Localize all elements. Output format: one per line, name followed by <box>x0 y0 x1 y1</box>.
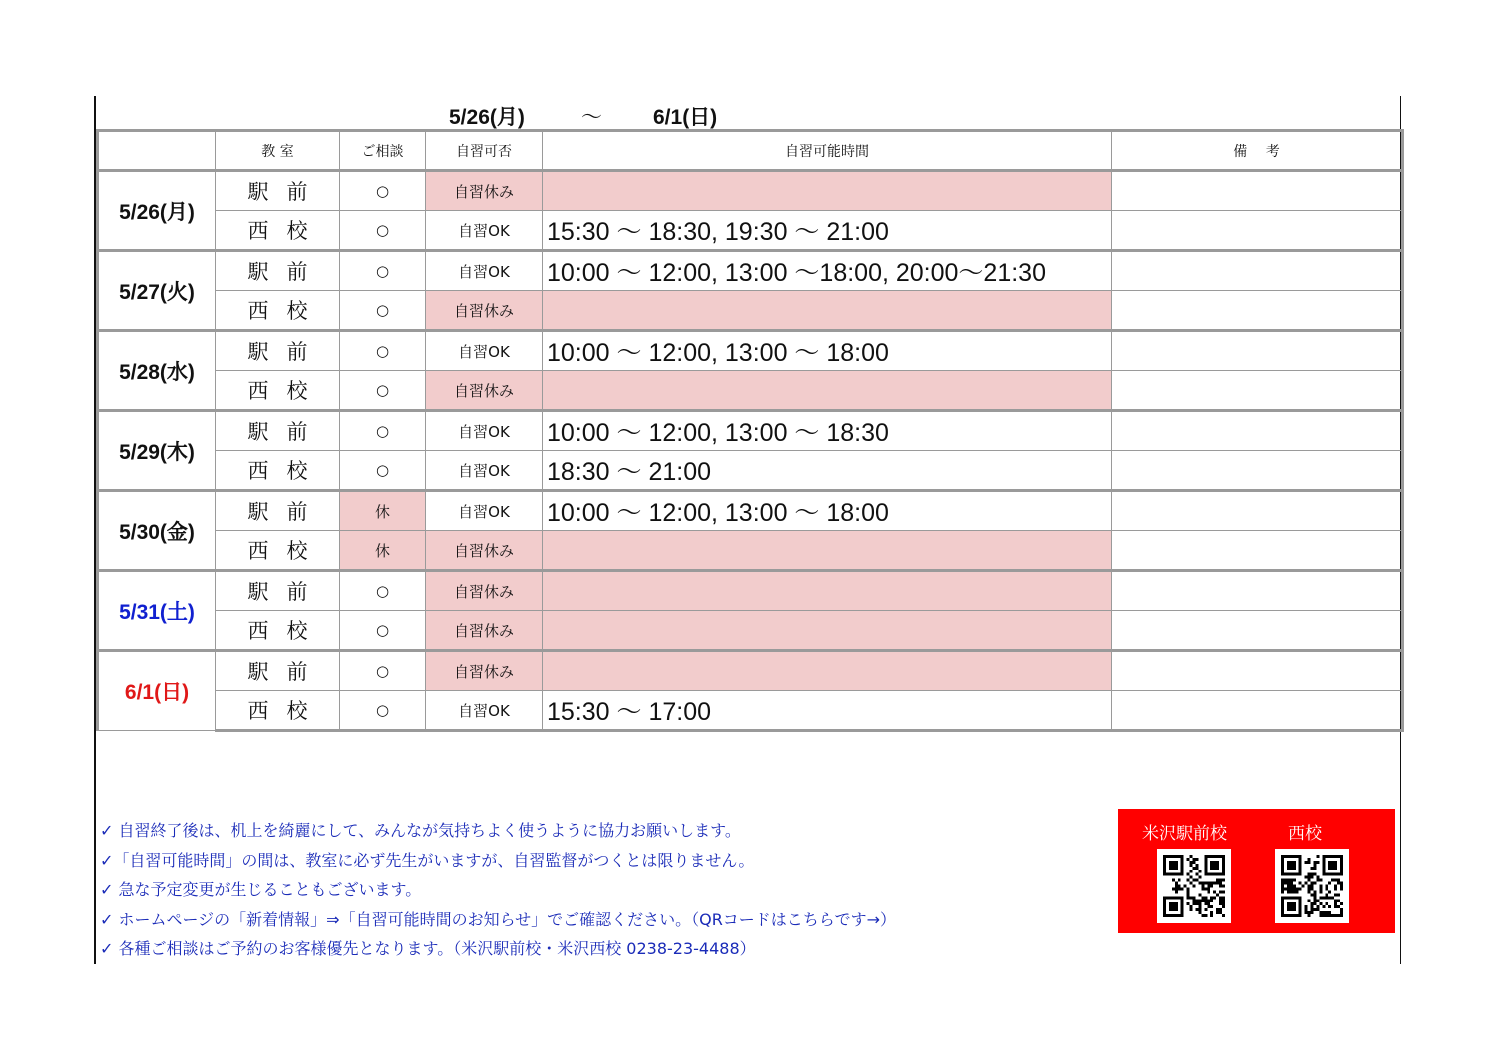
consult-cell: 休 <box>340 491 426 531</box>
date-cell: 6/1(日) <box>98 651 216 731</box>
availability-cell: 自習OK <box>426 211 543 251</box>
remarks-cell <box>1112 451 1403 491</box>
room-cell: 駅前 <box>216 651 340 691</box>
hours-cell <box>543 651 1112 691</box>
date-cell: 5/29(木) <box>98 411 216 491</box>
note-item: ✓ 急な予定変更が生じることもございます。 <box>100 880 422 899</box>
table-row <box>98 251 1403 291</box>
consult-cell: ○ <box>340 691 426 731</box>
availability-cell: 自習休み <box>426 611 543 651</box>
consult-cell: ○ <box>340 411 426 451</box>
consult-cell: ○ <box>340 291 426 331</box>
consult-cell: ○ <box>340 571 426 611</box>
remarks-cell <box>1112 171 1403 211</box>
availability-cell: 自習休み <box>426 171 543 211</box>
remarks-cell <box>1112 531 1403 571</box>
table-row <box>98 171 1403 211</box>
table-row <box>98 451 1403 491</box>
room-cell: 西校 <box>216 611 340 651</box>
availability-cell: 自習休み <box>426 651 543 691</box>
note-item: ✓ 各種ご相談はご予約のお客様優先となります。（米沢駅前校・米沢西校 0238-23-4488） <box>100 939 756 958</box>
hours-cell <box>543 171 1112 211</box>
hours-cell <box>543 291 1112 331</box>
remarks-cell <box>1112 491 1403 531</box>
qr-code-nishi-icon[interactable] <box>1275 849 1349 923</box>
remarks-cell <box>1112 651 1403 691</box>
availability-cell: 自習OK <box>426 491 543 531</box>
date-cell: 5/30(金) <box>98 491 216 571</box>
header-room: 教 室 <box>216 131 340 171</box>
hours-cell: 15:30 ～ 18:30, 19:30 ～ 21:00 <box>543 211 1112 251</box>
note-item: ✓「自習可能時間」の間は、教室に必ず先生がいますが、自習監督がつくとは限りません。 <box>100 850 755 870</box>
room-cell: 西校 <box>216 531 340 571</box>
header-remarks: 備 考 <box>1112 131 1403 171</box>
header-availability: 自習可否 <box>426 131 543 171</box>
availability-cell: 自習OK <box>426 411 543 451</box>
consult-cell: ○ <box>340 331 426 371</box>
table-row <box>98 211 1403 251</box>
qr-label-nishi: 西校 <box>1288 824 1322 844</box>
remarks-cell <box>1112 411 1403 451</box>
table-row <box>98 411 1403 451</box>
consult-cell: ○ <box>340 651 426 691</box>
table-row <box>98 691 1403 731</box>
remarks-cell <box>1112 571 1403 611</box>
consult-cell: ○ <box>340 211 426 251</box>
table-row <box>98 291 1403 331</box>
room-cell: 駅前 <box>216 571 340 611</box>
hours-cell: 10:00 ～ 12:00, 13:00 ～ 18:00 <box>543 491 1112 531</box>
hours-cell: 18:30 ～ 21:00 <box>543 451 1112 491</box>
title-tilde: ～ <box>581 106 602 129</box>
table-row <box>98 331 1403 371</box>
qr-code-ekimae-icon[interactable] <box>1157 849 1231 923</box>
header-consult: ご相談 <box>340 131 426 171</box>
room-cell: 西校 <box>216 371 340 411</box>
table-row <box>98 611 1403 651</box>
availability-cell: 自習OK <box>426 331 543 371</box>
room-cell: 駅前 <box>216 171 340 211</box>
remarks-cell <box>1112 371 1403 411</box>
schedule-body <box>98 171 1403 731</box>
header-hours: 自習可能時間 <box>543 131 1112 171</box>
notes-list <box>100 816 1100 964</box>
room-cell: 駅前 <box>216 331 340 371</box>
hours-cell: 10:00 ～ 12:00, 13:00 ～ 18:00 <box>543 331 1112 371</box>
schedule-title <box>96 98 1400 130</box>
remarks-cell <box>1112 691 1403 731</box>
consult-cell: ○ <box>340 251 426 291</box>
remarks-cell <box>1112 611 1403 651</box>
availability-cell: 自習休み <box>426 571 543 611</box>
consult-cell: ○ <box>340 371 426 411</box>
qr-code-panel <box>1118 809 1395 933</box>
note-item: ✓ ホームページの「新着情報」⇒「自習可能時間のお知らせ」でご確認ください。（QRコードはこちらです→） <box>100 909 897 929</box>
title-end-date: 6/1(日) <box>653 106 718 129</box>
remarks-cell <box>1112 331 1403 371</box>
room-cell: 西校 <box>216 211 340 251</box>
room-cell: 西校 <box>216 451 340 491</box>
availability-cell: 自習OK <box>426 451 543 491</box>
date-cell: 5/28(水) <box>98 331 216 411</box>
note-item: ✓ 自習終了後は、机上を綺麗にして、みんなが気持ちよく使うように協力お願いします。 <box>100 821 741 840</box>
table-row <box>98 571 1403 611</box>
availability-cell: 自習OK <box>426 691 543 731</box>
table-row <box>98 651 1403 691</box>
date-cell: 5/26(月) <box>98 171 216 251</box>
qr-label-ekimae: 米沢駅前校 <box>1142 824 1227 844</box>
schedule-table <box>96 129 1404 732</box>
availability-cell: 自習OK <box>426 251 543 291</box>
availability-cell: 自習休み <box>426 371 543 411</box>
availability-cell: 自習休み <box>426 291 543 331</box>
header-row <box>98 131 1403 171</box>
hours-cell <box>543 611 1112 651</box>
table-row <box>98 531 1403 571</box>
room-cell: 西校 <box>216 291 340 331</box>
date-cell: 5/31(土) <box>98 571 216 651</box>
hours-cell: 10:00 ～ 12:00, 13:00 ～18:00, 20:00～21:30 <box>543 251 1112 291</box>
table-row <box>98 371 1403 411</box>
remarks-cell <box>1112 211 1403 251</box>
room-cell: 駅前 <box>216 251 340 291</box>
remarks-cell <box>1112 251 1403 291</box>
consult-cell: ○ <box>340 171 426 211</box>
date-cell: 5/27(火) <box>98 251 216 331</box>
remarks-cell <box>1112 291 1403 331</box>
hours-cell <box>543 531 1112 571</box>
consult-cell: 休 <box>340 531 426 571</box>
hours-cell: 10:00 ～ 12:00, 13:00 ～ 18:30 <box>543 411 1112 451</box>
consult-cell: ○ <box>340 451 426 491</box>
header-date <box>98 131 216 171</box>
availability-cell: 自習休み <box>426 531 543 571</box>
title-start-date: 5/26(月) <box>449 106 525 129</box>
room-cell: 西校 <box>216 691 340 731</box>
hours-cell <box>543 571 1112 611</box>
room-cell: 駅前 <box>216 491 340 531</box>
table-row <box>98 491 1403 531</box>
hours-cell <box>543 371 1112 411</box>
room-cell: 駅前 <box>216 411 340 451</box>
consult-cell: ○ <box>340 611 426 651</box>
hours-cell: 15:30 ～ 17:00 <box>543 691 1112 731</box>
